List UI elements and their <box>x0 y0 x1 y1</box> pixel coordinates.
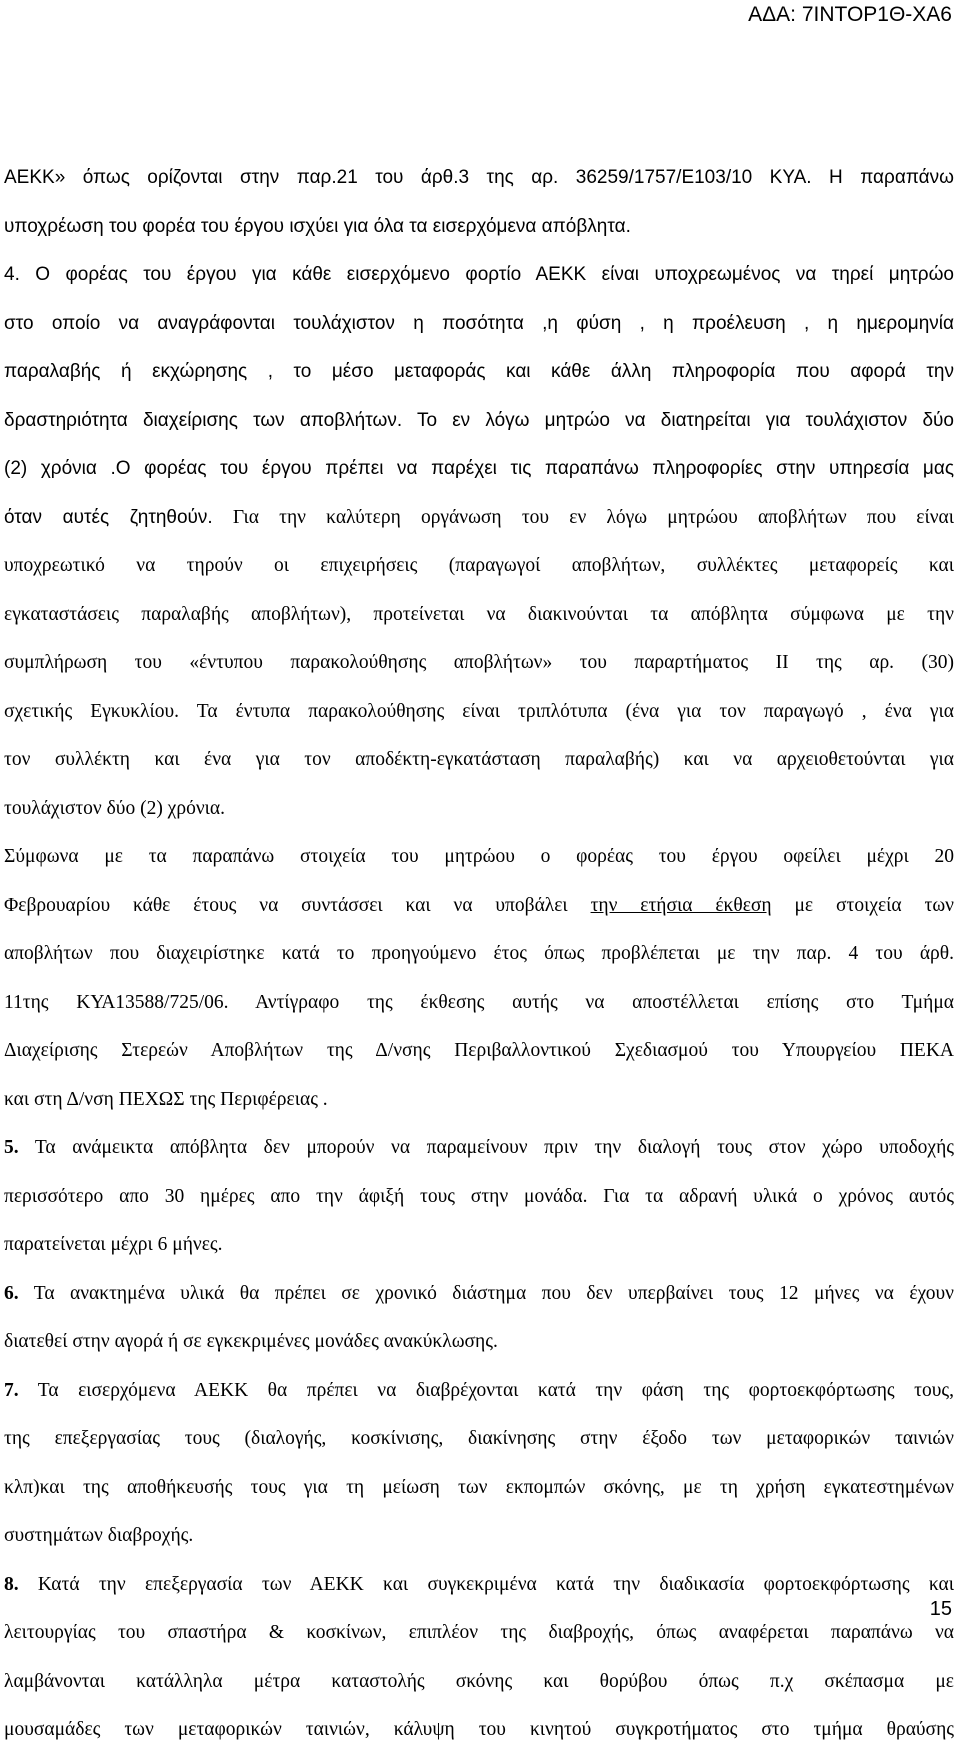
text-segment: Τα ανάμεικτα απόβλητα δεν μπορούν να παραμείνουν πριν την διαλογή τους στον χώρο υποδοχής <box>18 1137 954 1158</box>
text-line: σχετικής Εγκυκλίου. Τα έντυπα παρακολούθησης είναι τριπλότυπα (ένα για τον παραγωγό , ένα για <box>4 700 954 722</box>
text-line: Διαχείρισης Στερεών Αποβλήτων της Δ/νσης Περιβαλλοντικού Σχεδιασμού του Υπουργείου ΠΕΚΑ <box>4 1040 954 1061</box>
text-line: της επεξεργασίας τους (διαλογής, κοσκίνισης, διακίνησης στην έξοδο των μεταφορικών ταινιών <box>4 1428 954 1449</box>
text-line: 11της ΚΥΑ13588/725/06. Αντίγραφο της έκθεσης αυτής να αποστέλλεται επίσης στο Τμήμα <box>4 991 954 1013</box>
text-line: υποχρέωση του φορέα του έργου ισχύει για όλα τα εισερχόμενα απόβλητα. <box>4 215 631 237</box>
text-line: τουλάχιστον δύο (2) χρόνια. <box>4 797 225 819</box>
page-number: 15 <box>929 1598 952 1620</box>
item-number: 8. <box>4 1573 19 1595</box>
text-segment: Φεβρουαρίου κάθε έτους να συντάσσει και να υποβάλει <box>4 894 591 916</box>
text-line <box>4 1270 954 1319</box>
item-number: 6. <box>4 1282 19 1304</box>
text-line: λαμβάνονται κατάλληλα μέτρα καταστολής σκόνης και θορύβου όπως π.χ σκέπασμα με <box>4 1670 954 1692</box>
text-line: υποχρεωτικό να τηρούν οι επιχειρήσεις (παραγωγοί αποβλήτων, συλλέκτες μεταφορείς και <box>4 555 954 576</box>
text-line: τον συλλέκτη και ένα για τον αποδέκτη-εγκατάσταση παραλαβής) και να αρχειοθετούνται για <box>4 749 954 770</box>
paragraph-continuation <box>4 154 954 251</box>
paragraph-6 <box>4 1270 954 1367</box>
paragraph-7 <box>4 1367 954 1561</box>
text-line <box>4 494 954 543</box>
paragraph-8 <box>4 1561 954 1755</box>
paragraph-annual-report <box>4 833 954 1124</box>
text-line: 4. Ο φορέας του έργου για κάθε εισερχόμενο φορτίο ΑΕΚΚ είναι υποχρεωμένος να τηρεί μητρώο <box>4 264 954 285</box>
text-line: παρατείνεται μέχρι 6 μήνες. <box>4 1234 223 1255</box>
text-line: λειτουργίας του σπαστήρα & κοσκίνων, επιπλέον της διαβροχής, όπως αναφέρεται παραπάνω να <box>4 1622 954 1643</box>
text-line <box>4 1124 954 1173</box>
text-line: εγκαταστάσεις παραλαβής αποβλήτων), προτείνεται να διακινούνται τα απόβλητα σύμφωνα με την <box>4 603 954 625</box>
text-segment: Για την καλύτερη οργάνωση του εν λόγω μητρώου αποβλήτων που είναι <box>212 506 954 528</box>
text-line: (2) χρόνια .Ο φορέας του έργου πρέπει να παρέχει τις παραπάνω πληροφορίες στην υπηρεσία μας <box>4 458 954 479</box>
text-line: στο οποίο να αναγράφονται τουλάχιστον η ποσότητα ,η φύση , η προέλευση , η ημερομηνία <box>4 312 954 334</box>
ada-code: ΑΔΑ: 7ΙΝΤΟΡ1Θ-ΧΑ6 <box>748 3 952 26</box>
text-segment: Τα εισερχόμενα ΑΕΚΚ θα πρέπει να διαβρέχονται κατά την φάση της φορτοεκφόρτωσης τους, <box>18 1379 954 1401</box>
paragraph-5 <box>4 1124 954 1270</box>
text-line <box>4 1561 954 1610</box>
text-line: περισσότερο απο 30 ημέρες απο την άφιξή τους στην μονάδα. Για τα αδρανή υλικά ο χρόνος αυτός <box>4 1185 954 1207</box>
text-segment: Κατά την επεξεργασία των ΑΕΚΚ και συγκεκριμένα κατά την διαδικασία φορτοεκφόρτωσης και <box>18 1573 954 1595</box>
underlined-phrase: την ετήσια έκθεση <box>590 894 772 916</box>
item-number: 5. <box>4 1137 19 1158</box>
text-line: ΑΕΚΚ» όπως ορίζονται στην παρ.21 του άρθ.3 της αρ. 36259/1757/Ε103/10 ΚΥΑ. Η παραπάνω <box>4 167 954 188</box>
document-body <box>4 154 954 1755</box>
text-line: δραστηριότητα διαχείρισης των αποβλήτων. Το εν λόγω μητρώο να διατηρείται για τουλάχιστον δύο <box>4 409 954 431</box>
paragraph-4-continued <box>4 542 954 833</box>
text-line: διατεθεί στην αγορά ή σε εγκεκριμένες μονάδες ανακύκλωσης. <box>4 1331 498 1352</box>
text-line: Σύμφωνα με τα παραπάνω στοιχεία του μητρώου ο φορέας του έργου οφείλει μέχρι 20 <box>4 846 954 867</box>
text-line: μουσαμάδες των μεταφορικών ταινιών, κάλυψη του κινητού συγκροτήματος στο τμήμα θραύσης <box>4 1719 954 1740</box>
text-line: και στη Δ/νση ΠΕΧΩΣ της Περιφέρειας . <box>4 1088 328 1110</box>
text-segment: Τα ανακτημένα υλικά θα πρέπει σε χρονικό διάστημα που δεν υπερβαίνει τους 12 μήνες να έχουν <box>18 1282 954 1304</box>
text-line: παραλαβής ή εκχώρησης , το μέσο μεταφοράς και κάθε άλλη πληροφορία που αφορά την <box>4 361 954 382</box>
text-line: συστημάτων διαβροχής. <box>4 1525 194 1546</box>
text-line <box>4 882 954 931</box>
text-line: κλπ)και της αποθήκευσής τους για τη μείωση των εκπομπών σκόνης, με τη χρήση εγκατεστημένων <box>4 1476 954 1498</box>
text-line <box>4 1367 954 1416</box>
text-line: αποβλήτων που διαχειρίστηκε κατά το προηγούμενο έτος όπως προβλέπεται με την παρ. 4 του άρθ. <box>4 943 954 964</box>
text-segment: όταν αυτές ζητηθούν. <box>4 506 213 528</box>
item-number: 7. <box>4 1379 19 1401</box>
text-line: συμπλήρωση του «έντυπου παρακολούθησης αποβλήτων» του παραρτήματος ΙΙ της αρ. (30) <box>4 652 954 673</box>
text-segment: με στοιχεία των <box>771 894 954 916</box>
paragraph-4 <box>4 251 954 542</box>
